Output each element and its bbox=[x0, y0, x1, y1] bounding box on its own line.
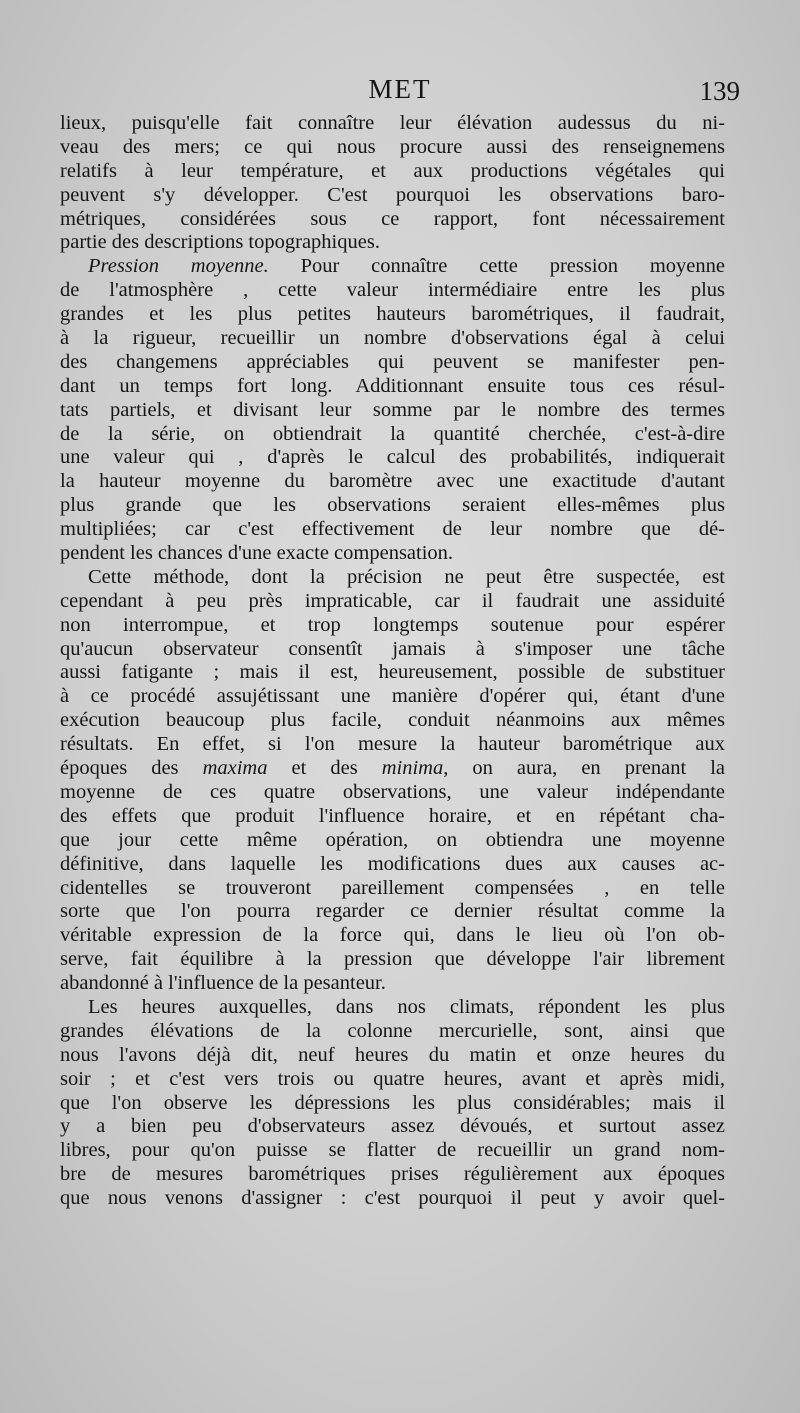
text-segment: nous l'avons déjà dit, neuf heures du matin et onze heures du bbox=[60, 1043, 725, 1066]
text-segment: la hauteur moyenne du baromètre avec une exactitude d'autant bbox=[60, 470, 725, 493]
text-line bbox=[60, 112, 725, 136]
text-segment: pendent les chances d'une exacte compensation. bbox=[60, 542, 454, 565]
text-segment: cidentelles se trouveront pareillement compensées , en telle bbox=[60, 876, 725, 899]
text-line bbox=[60, 638, 725, 662]
text-line bbox=[60, 781, 725, 805]
text-line bbox=[60, 566, 725, 590]
text-segment: dant un temps fort long. Additionnant ensuite tous ces résul- bbox=[60, 374, 725, 397]
text-segment: et des bbox=[267, 757, 382, 780]
text-line bbox=[60, 853, 725, 877]
text-segment: époques des bbox=[60, 757, 203, 780]
text-segment: qu'aucun observateur consentît jamais à s'imposer une tâche bbox=[60, 637, 725, 660]
text-segment: définitive, dans laquelle les modifications dues aux causes ac- bbox=[60, 852, 725, 875]
text-line bbox=[60, 996, 725, 1020]
text-segment: que jour cette même opération, on obtiendra une moyenne bbox=[60, 828, 725, 851]
text-segment: bre de mesures barométriques prises régulièrement aux époques bbox=[60, 1163, 725, 1186]
text-segment: moyenne de ces quatre observations, une valeur indépendante bbox=[60, 780, 725, 803]
text-segment: de la série, on obtiendrait la quantité cherchée, c'est-à-dire bbox=[60, 422, 725, 445]
text-segment: que nous venons d'assigner : c'est pourquoi il peut y avoir quel- bbox=[60, 1187, 725, 1210]
text-segment: , on aura, en prenant la bbox=[443, 757, 725, 780]
body-text bbox=[60, 112, 725, 1211]
text-segment: soir ; et c'est vers trois ou quatre heures, avant et après midi, bbox=[60, 1067, 725, 1090]
text-line bbox=[60, 231, 725, 255]
text-segment: métriques, considérées sous ce rapport, font nécessairement bbox=[60, 207, 725, 230]
text-line bbox=[60, 136, 725, 160]
text-line bbox=[60, 900, 725, 924]
text-line bbox=[60, 255, 725, 279]
text-segment: grandes élévations de la colonne mercurielle, sont, ainsi que bbox=[60, 1019, 725, 1042]
text-segment: serve, fait équilibre à la pression que développe l'air librement bbox=[60, 948, 725, 971]
text-line bbox=[60, 924, 725, 948]
text-line bbox=[60, 877, 725, 901]
text-line bbox=[60, 1139, 725, 1163]
text-segment: de l'atmosphère , cette valeur intermédiaire entre les plus bbox=[60, 279, 725, 302]
text-segment: y a bien peu d'observateurs assez dévoués, et surtout assez bbox=[60, 1115, 725, 1138]
text-line bbox=[60, 685, 725, 709]
text-line bbox=[60, 1044, 725, 1068]
text-line bbox=[60, 1115, 725, 1139]
text-segment: Cette méthode, dont la précision ne peut être suspectée, est bbox=[88, 565, 725, 588]
text-line bbox=[60, 829, 725, 853]
text-line bbox=[60, 160, 725, 184]
text-segment: que l'on observe les dépressions les plus considérables; mais il bbox=[60, 1091, 725, 1114]
text-segment: véritable expression de la force qui, dans le lieu où l'on ob- bbox=[60, 924, 725, 947]
text-line bbox=[60, 1020, 725, 1044]
text-segment: à la rigueur, recueillir un nombre d'observations égal à celui bbox=[60, 327, 725, 350]
text-segment: des changemens appréciables qui peuvent se manifester pen- bbox=[60, 350, 725, 373]
text-segment: veau des mers; ce qui nous procure aussi des renseignemens bbox=[60, 135, 725, 158]
text-line bbox=[60, 423, 725, 447]
text-segment: plus grande que les observations seraient elles-mêmes plus bbox=[60, 494, 725, 517]
text-line bbox=[60, 614, 725, 638]
text-segment: cependant à peu près impraticable, car il faudrait une assiduité bbox=[60, 589, 725, 612]
text-line bbox=[60, 542, 725, 566]
text-line bbox=[60, 1068, 725, 1092]
text-line bbox=[60, 375, 725, 399]
text-line bbox=[60, 446, 725, 470]
text-segment: multipliées; car c'est effectivement de leur nombre que dé- bbox=[60, 518, 725, 541]
text-line bbox=[60, 757, 725, 781]
text-segment: abandonné à l'influence de la pesanteur. bbox=[60, 972, 386, 995]
text-line bbox=[60, 518, 725, 542]
text-segment: non interrompue, et trop longtemps soutenue pour espérer bbox=[60, 613, 725, 636]
text-line bbox=[60, 303, 725, 327]
text-segment: des effets que produit l'influence horaire, et en répétant cha- bbox=[60, 804, 725, 827]
italic-text: minima bbox=[381, 757, 444, 780]
text-segment: résultats. En effet, si l'on mesure la hauteur barométrique aux bbox=[60, 733, 725, 756]
text-line bbox=[60, 590, 725, 614]
text-segment: tats partiels, et divisant leur somme par le nombre des termes bbox=[60, 398, 725, 421]
text-segment: grandes et les plus petites hauteurs barométriques, il faudrait, bbox=[60, 303, 725, 326]
text-line bbox=[60, 709, 725, 733]
text-segment: Pour connaître cette pression moyenne bbox=[268, 255, 725, 278]
text-segment: sorte que l'on pourra regarder ce dernier résultat comme la bbox=[60, 900, 725, 923]
text-line bbox=[60, 184, 725, 208]
text-line bbox=[60, 399, 725, 423]
text-line bbox=[60, 351, 725, 375]
text-segment: Les heures auxquelles, dans nos climats, répondent les plus bbox=[88, 995, 725, 1018]
text-line bbox=[60, 208, 725, 232]
text-segment: lieux, puisqu'elle fait connaître leur élévation audessus du ni- bbox=[60, 112, 725, 134]
text-segment: à ce procédé assujétissant une manière d'opérer qui, étant d'une bbox=[60, 685, 725, 708]
text-segment: peuvent s'y développer. C'est pourquoi les observations baro- bbox=[60, 183, 725, 206]
text-line bbox=[60, 733, 725, 757]
text-segment: exécution beaucoup plus facile, conduit néanmoins aux mêmes bbox=[60, 709, 725, 732]
text-line bbox=[60, 494, 725, 518]
text-line bbox=[60, 1187, 725, 1211]
text-line bbox=[60, 972, 725, 996]
italic-text: maxima bbox=[202, 757, 268, 780]
running-head bbox=[60, 74, 740, 108]
text-line bbox=[60, 661, 725, 685]
text-line bbox=[60, 327, 725, 351]
text-line bbox=[60, 948, 725, 972]
text-segment: libres, pour qu'on puisse se flatter de recueillir un grand nom- bbox=[60, 1139, 725, 1162]
text-line bbox=[60, 805, 725, 829]
text-segment: partie des descriptions topographiques. bbox=[60, 231, 380, 254]
text-line bbox=[60, 1163, 725, 1187]
text-line bbox=[60, 1092, 725, 1116]
text-segment: une valeur qui , d'après le calcul des probabilités, indiquerait bbox=[60, 446, 725, 469]
text-line bbox=[60, 470, 725, 494]
text-segment: aussi fatigante ; mais il est, heureusement, possible de substituer bbox=[60, 661, 725, 684]
running-head-title: MET bbox=[368, 74, 432, 104]
text-segment: relatifs à leur température, et aux productions végétales qui bbox=[60, 159, 725, 182]
text-line bbox=[60, 279, 725, 303]
page-number: 139 bbox=[699, 76, 740, 106]
italic-text: Pression moyenne. bbox=[88, 255, 269, 278]
